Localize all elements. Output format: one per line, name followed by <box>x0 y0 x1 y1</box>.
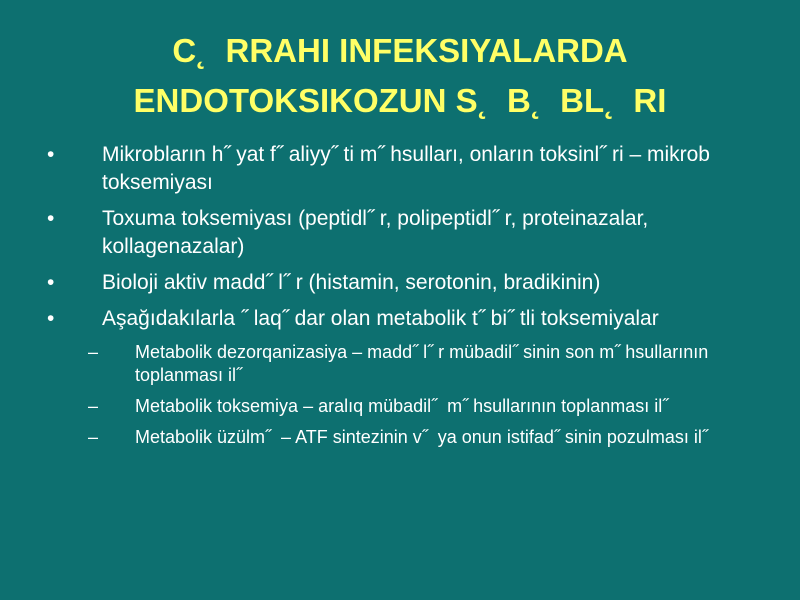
sub-bullet-item <box>0 426 800 449</box>
bullet-text: Aşağıdakılarla ˝ laq˝ dar olan metabolik t˝ bi˝ tli toksemiyalar <box>102 307 659 330</box>
sub-bullet-marker: – <box>88 342 99 362</box>
bullet-item <box>0 205 800 261</box>
bullet-marker: • <box>47 271 55 294</box>
slide-title-line-1: C˛ RRAHI INFEKSIYALARDA <box>172 32 628 69</box>
bullet-text: Bioloji aktiv madd˝ l˝ r (histamin, serotonin, bradikinin) <box>102 271 601 294</box>
sub-bullet-marker: – <box>88 396 99 416</box>
bullet-item <box>0 141 800 197</box>
bullet-marker: • <box>47 143 55 166</box>
sub-bullet-item <box>0 341 800 387</box>
slide-title-line-2: ENDOTOKSIKOZUN S˛ B˛ BL˛ RI <box>133 82 667 119</box>
sub-bullet-item <box>0 395 800 418</box>
bullet-text: Toxuma toksemiyası (peptidl˝ r, polipeptidl˝ r, proteinazalar, kollagenazalar) <box>102 207 655 258</box>
sub-bullet-marker: – <box>88 427 99 447</box>
sub-bullet-text: Metabolik üzülm˝ – ATF sintezinin v˝ ya onun istifad˝ sinin pozulması il˝ <box>135 427 708 447</box>
sub-bullet-text: Metabolik dezorqanizasiya – madd˝ l˝ r mübadil˝ sinin son m˝ hsullarının toplanması il˝ <box>135 342 714 385</box>
bullet-marker: • <box>47 307 55 330</box>
slide-title <box>0 26 800 126</box>
bullet-list <box>0 141 800 457</box>
bullet-marker: • <box>47 207 55 230</box>
bullet-item <box>0 305 800 333</box>
sub-bullet-text: Metabolik toksemiya – aralıq mübadil˝ m˝ hsullarının toplanması il˝ <box>135 396 669 416</box>
bullet-text: Mikrobların h˝ yat f˝ aliyy˝ ti m˝ hsulları, onların toksinl˝ ri – mikrob toksemiyası <box>102 143 716 194</box>
bullet-item <box>0 269 800 297</box>
